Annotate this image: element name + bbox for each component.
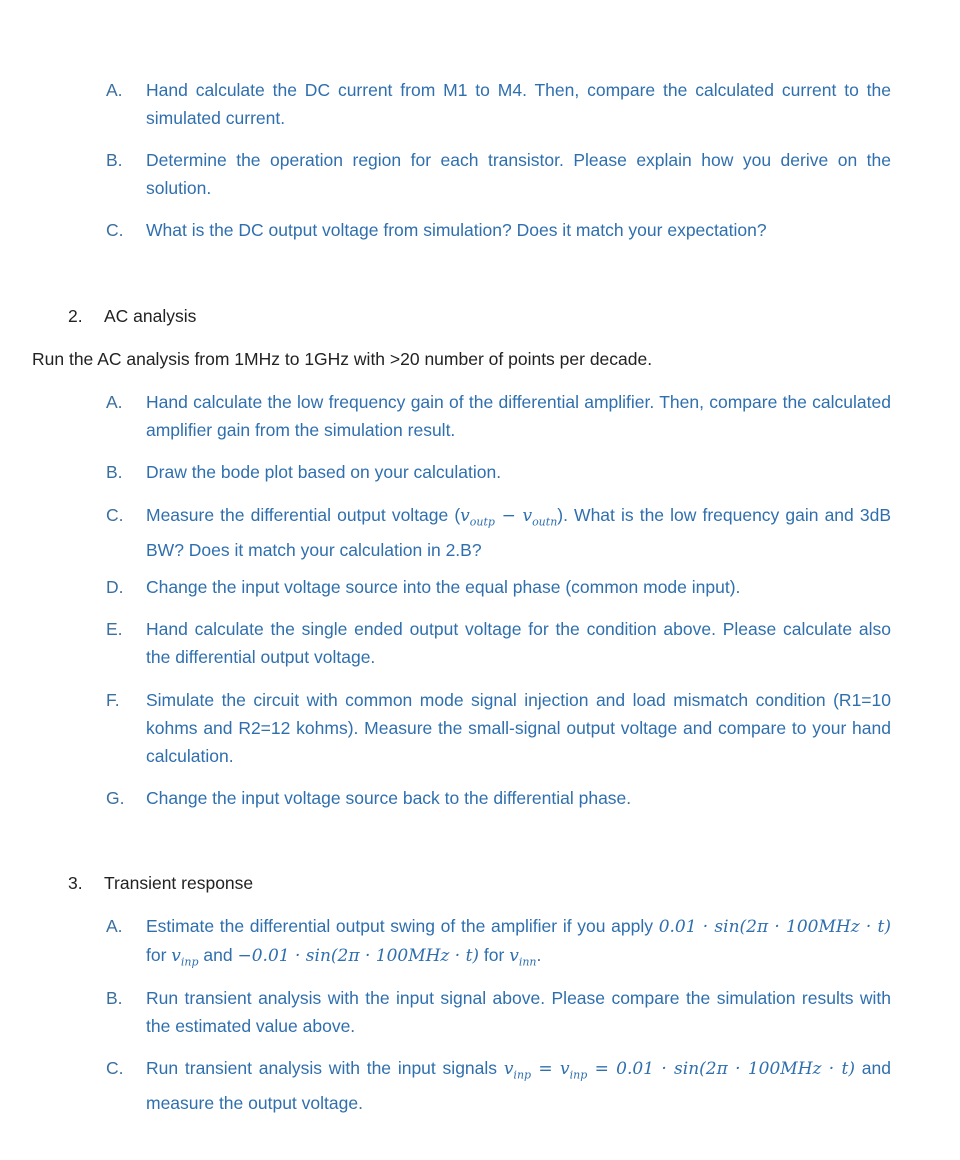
item-letter: E. bbox=[106, 619, 123, 639]
math-expression: $v_{inp} = v_{inp} = 0.01 \cdot \sin(2\pi \cdot 100MHz \cdot t)$ bbox=[503, 1059, 856, 1082]
item-letter: A. bbox=[106, 392, 123, 412]
item-text: Determine the operation region for each transistor. Please explain how you derive on the solution. bbox=[146, 150, 891, 198]
section-intro: Run the AC analysis from 1MHz to 1GHz with >20 number of points per decade. bbox=[32, 349, 653, 369]
item-text: Estimate the differential output swing of the amplifier if you apply 0.01 · sin(2π · 100MHz · t) for $v_{inp}$ and −0.01 · sin(2π · 100MHz · t) for $v_{inn}$. bbox=[146, 916, 891, 969]
item-text: Hand calculate the single ended output voltage for the condition above. Please calculate also the differential output voltage. bbox=[146, 619, 891, 667]
math-expression: 0.01 · sin(2π · 100MHz · t) bbox=[658, 917, 891, 937]
section-title: Transient response bbox=[104, 873, 254, 893]
item-text: Run transient analysis with the input signals $v_{inp} = v_{inp} = 0.01 \cdot \sin(2\pi \cdot 100MHz \cdot t)$ and measure the output voltage. bbox=[146, 1058, 891, 1114]
item-text: Change the input voltage source back to the differential phase. bbox=[146, 788, 632, 808]
item-letter: C. bbox=[106, 220, 124, 240]
math-variable: $v_{inp}$ bbox=[171, 946, 199, 969]
section-title: AC analysis bbox=[104, 306, 197, 326]
math-expression: $v_{outp} - v_{outn}$ bbox=[460, 506, 558, 529]
item-letter: C. bbox=[106, 1058, 124, 1078]
item-text: Measure the differential output voltage $(v_{outp} - v_{outn})$. What is the low frequency gain and 3dB BW? Does it match your calculation in 2.B? bbox=[146, 505, 891, 561]
item-letter: A. bbox=[106, 916, 123, 936]
item-text: Simulate the circuit with common mode signal injection and load mismatch condition (R1=10 kohms and R2=12 kohms). Measure the small-signal output voltage and compare to your hand calculation. bbox=[146, 690, 891, 766]
item-text: Run transient analysis with the input signal above. Please compare the simulation results with the estimated value above. bbox=[146, 988, 891, 1036]
math-variable: $v_{inn}$ bbox=[509, 946, 537, 969]
math-expression: −0.01 · sin(2π · 100MHz · t) bbox=[237, 946, 480, 966]
item-text: Hand calculate the low frequency gain of the differential amplifier. Then, compare the calculated amplifier gain from the simulation result. bbox=[146, 392, 891, 440]
item-letter: D. bbox=[106, 577, 124, 597]
item-letter: B. bbox=[106, 462, 123, 482]
item-letter: B. bbox=[106, 988, 123, 1008]
item-letter: F. bbox=[106, 690, 120, 710]
section-number: 3. bbox=[68, 873, 83, 893]
item-letter: C. bbox=[106, 505, 124, 525]
item-text: Change the input voltage source into the equal phase (common mode input). bbox=[146, 577, 741, 597]
item-letter: G. bbox=[106, 788, 125, 808]
item-text: Draw the bode plot based on your calculation. bbox=[146, 462, 502, 482]
item-text: What is the DC output voltage from simulation? Does it match your expectation? bbox=[146, 220, 767, 240]
item-letter: A. bbox=[106, 80, 123, 100]
item-letter: B. bbox=[106, 150, 123, 170]
item-text: Hand calculate the DC current from M1 to M4. Then, compare the calculated current to the simulated current. bbox=[146, 80, 891, 128]
section-number: 2. bbox=[68, 306, 83, 326]
